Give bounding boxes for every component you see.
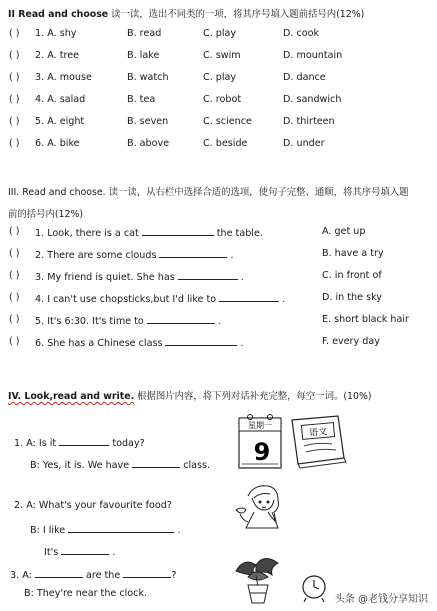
section3-title-line2	[8, 206, 83, 220]
q3-line-b	[24, 588, 147, 599]
answer-paren[interactable]: ( )	[9, 50, 20, 61]
plant-icon	[236, 558, 278, 603]
option-b: B. tea	[127, 94, 156, 105]
answer-paren[interactable]: ( )	[9, 72, 20, 83]
book-icon	[292, 416, 346, 468]
calendar-book-picture	[236, 412, 348, 470]
q1b-blank[interactable]	[132, 457, 180, 468]
option-a: 6. A. bike	[35, 138, 80, 149]
section2-row	[9, 49, 429, 63]
fill-blank[interactable]	[165, 335, 237, 346]
section3-row	[9, 269, 429, 283]
q3a-blank1[interactable]	[35, 567, 83, 578]
fill-blank[interactable]	[142, 225, 214, 236]
option-a: 3. A. mouse	[35, 72, 92, 83]
fill-blank[interactable]	[219, 291, 279, 302]
answer-paren[interactable]: ( )	[9, 94, 20, 105]
plant-clock-picture	[228, 553, 338, 609]
sentence-end: .	[240, 338, 244, 349]
section2-row	[9, 93, 429, 107]
q2-line-a	[14, 500, 172, 511]
choice-option: A. get up	[322, 226, 366, 237]
sentence	[35, 313, 221, 329]
section3-row	[9, 313, 429, 327]
option-d: D. thirteen	[283, 116, 335, 127]
answer-paren[interactable]: ( )	[9, 314, 20, 325]
option-c: C. beside	[203, 138, 248, 149]
sentence-start: 5. It's 6:30. It's time to	[35, 316, 144, 327]
section3-instruction-line2: 前的括号内(12%)	[8, 209, 84, 220]
option-c: C. science	[203, 116, 252, 127]
sentence	[35, 291, 285, 307]
section4-title	[8, 388, 372, 402]
q2b-post: .	[177, 525, 181, 536]
choice-option: B. have a try	[322, 248, 384, 259]
option-b: B. read	[127, 28, 162, 39]
q3a-blank2[interactable]	[123, 567, 171, 578]
option-d: D. under	[283, 138, 325, 149]
section4-heading: IV. Look,read and write.	[8, 391, 135, 402]
sentence-start: 2. There are some clouds	[35, 250, 157, 261]
calendar-number: 9	[253, 438, 271, 466]
section3-row	[9, 335, 429, 349]
sentence-end: .	[217, 316, 221, 327]
q1-line-a	[14, 435, 145, 449]
section3-instruction: 读一读，从右栏中选择合适的选项，使句子完整、通顺，将其序号填入题	[105, 187, 409, 198]
option-b: B. lake	[127, 50, 160, 61]
option-b: B. above	[127, 138, 170, 149]
sentence-end: the table.	[216, 228, 263, 239]
q3a-post: ?	[171, 570, 177, 581]
answer-paren[interactable]: ( )	[9, 28, 20, 39]
q2-line-c	[44, 544, 115, 558]
sentence-start: 6. She has a Chinese class	[35, 338, 163, 349]
q1a-post: today?	[112, 438, 145, 449]
answer-paren[interactable]: ( )	[9, 292, 20, 303]
option-c: C. play	[203, 28, 237, 39]
q3-line-a	[10, 567, 176, 581]
book-label: 语文	[308, 427, 328, 439]
q2-line-b	[30, 522, 180, 536]
q2c-post: .	[112, 547, 116, 558]
section3-row	[9, 225, 429, 239]
answer-paren[interactable]: ( )	[9, 336, 20, 347]
option-c: C. swim	[203, 50, 241, 61]
choice-option: E. short black hair	[322, 314, 409, 325]
section2-row	[9, 137, 429, 151]
section2-title	[8, 6, 364, 20]
sentence-start: 1. Look, there is a cat	[35, 228, 139, 239]
sentence	[35, 225, 263, 241]
sentence	[35, 335, 244, 351]
sentence-end: .	[230, 250, 234, 261]
choice-option: F. every day	[322, 336, 380, 347]
option-d: D. sandwich	[283, 94, 342, 105]
section2-instruction: 读一读，选出不同类的一项，将其序号填入题前括号内(12%)	[108, 9, 365, 20]
fill-blank[interactable]	[159, 247, 227, 258]
answer-paren[interactable]: ( )	[9, 270, 20, 281]
section2-row	[9, 27, 429, 41]
q1a-blank[interactable]	[59, 435, 109, 446]
watermark: 头条 @老钱分享知识	[332, 589, 431, 606]
answer-paren[interactable]: ( )	[9, 138, 20, 149]
option-c: C. play	[203, 72, 237, 83]
q2b-pre: B: I like	[30, 525, 66, 536]
section3-row	[9, 247, 429, 261]
section2-heading: II Read and choose	[8, 9, 109, 20]
sentence	[35, 247, 234, 263]
q1b-post: class.	[183, 460, 211, 471]
option-a: 1. A. shy	[35, 28, 77, 39]
answer-paren[interactable]: ( )	[9, 226, 20, 237]
q2a-text: 2. A: What's your favourite food?	[14, 500, 172, 511]
q1-line-b	[30, 457, 210, 471]
option-a: 2. A. tree	[35, 50, 79, 61]
q2c-pre: It's	[44, 547, 59, 558]
calendar-day: 星期一	[248, 421, 272, 430]
section4-instruction: 根据图片内容，将下列对话补充完整，每空一词。(10%)	[134, 391, 372, 402]
fill-blank[interactable]	[147, 313, 215, 324]
option-a: 4. A. salad	[35, 94, 86, 105]
q3b-text: B: They're near the clock.	[24, 588, 148, 599]
option-c: C. robot	[203, 94, 242, 105]
q3a-pre: 3. A:	[10, 570, 32, 581]
option-a: 5. A. eight	[35, 116, 85, 127]
option-d: D. cook	[283, 28, 320, 39]
girl-icon	[236, 486, 279, 528]
option-b: B. watch	[127, 72, 169, 83]
answer-paren[interactable]: ( )	[9, 248, 20, 259]
section3-title	[8, 184, 409, 198]
sentence	[35, 269, 244, 285]
option-b: B. seven	[127, 116, 169, 127]
answer-paren[interactable]: ( )	[9, 116, 20, 127]
sentence-start: 4. I can't use chopsticks,but I'd like to	[35, 294, 217, 305]
q2b-blank[interactable]	[68, 522, 174, 533]
section2-row	[9, 71, 429, 85]
choice-option: D. in the sky	[322, 292, 382, 303]
section3-heading: III. Read and choose.	[8, 187, 106, 198]
calendar-icon	[239, 415, 281, 469]
sentence-start: 3. My friend is quiet. She has	[35, 272, 175, 283]
sentence-end: .	[282, 294, 286, 305]
section3-row	[9, 291, 429, 305]
sentence-end: .	[240, 272, 244, 283]
q1b-pre: B: Yes, it is. We have	[30, 460, 130, 471]
girl-food-picture	[234, 482, 294, 538]
section2-row	[9, 115, 429, 129]
fill-blank[interactable]	[178, 269, 238, 280]
choice-option: C. in front of	[322, 270, 382, 281]
q1a-pre: 1. A: Is it	[14, 438, 57, 449]
q3a-mid: are the	[85, 570, 121, 581]
q2c-blank[interactable]	[61, 544, 109, 555]
option-d: D. dance	[283, 72, 326, 83]
clock-icon	[303, 576, 325, 602]
option-d: D. mountain	[283, 50, 343, 61]
